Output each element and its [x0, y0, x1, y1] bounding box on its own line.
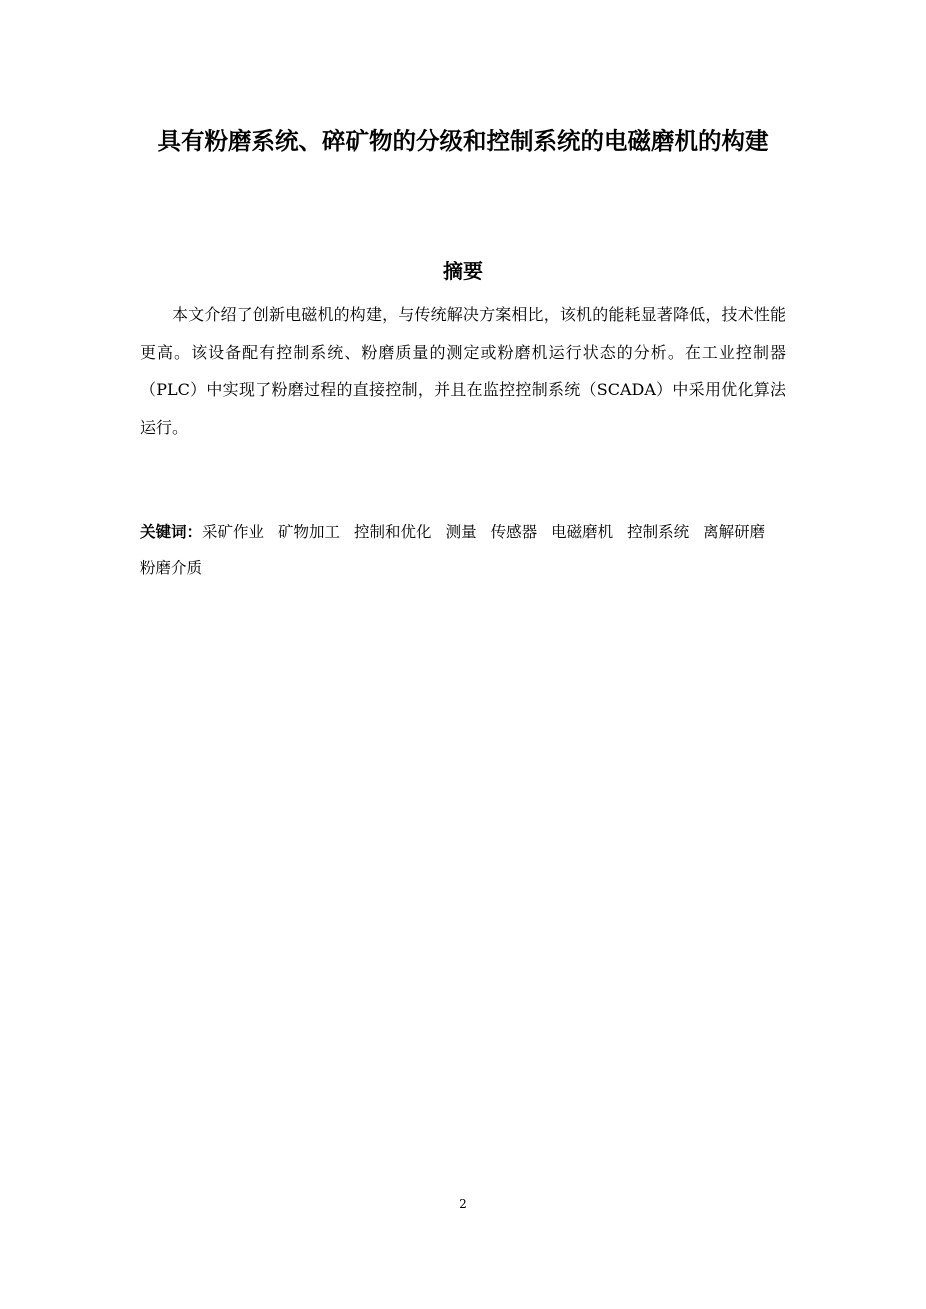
keyword-item: 电磁磨机 — [551, 523, 614, 541]
abstract-body: 本文介绍了创新电磁机的构建，与传统解决方案相比，该机的能耗显著降低，技术性能更高。该设备配有控制系统、粉磨质量的测定或粉磨机运行状态的分析。在工业控制器（PLC）中实现了粉磨过程的直接控制，并且在监控控制系统（SCADA）中采用优化算法运行。 — [140, 305, 786, 437]
keywords-label: 关键词： — [140, 523, 203, 541]
keyword-item: 矿物加工 — [278, 523, 341, 541]
keyword-item: 粉磨介质 — [140, 559, 203, 577]
page-number: 2 — [459, 1197, 467, 1211]
abstract-heading: 摘要 — [443, 259, 483, 283]
keyword-item: 采矿作业 — [202, 523, 265, 541]
keyword-item: 传感器 — [490, 523, 538, 541]
keyword-item: 离解研磨 — [703, 523, 766, 541]
keyword-item: 控制系统 — [627, 523, 690, 541]
keyword-item: 测量 — [445, 523, 477, 541]
keywords-line — [140, 514, 786, 586]
keyword-item: 控制和优化 — [354, 523, 432, 541]
paper-title: 具有粉磨系统、碎矿物的分级和控制系统的电磁磨机的构建 — [157, 127, 769, 155]
